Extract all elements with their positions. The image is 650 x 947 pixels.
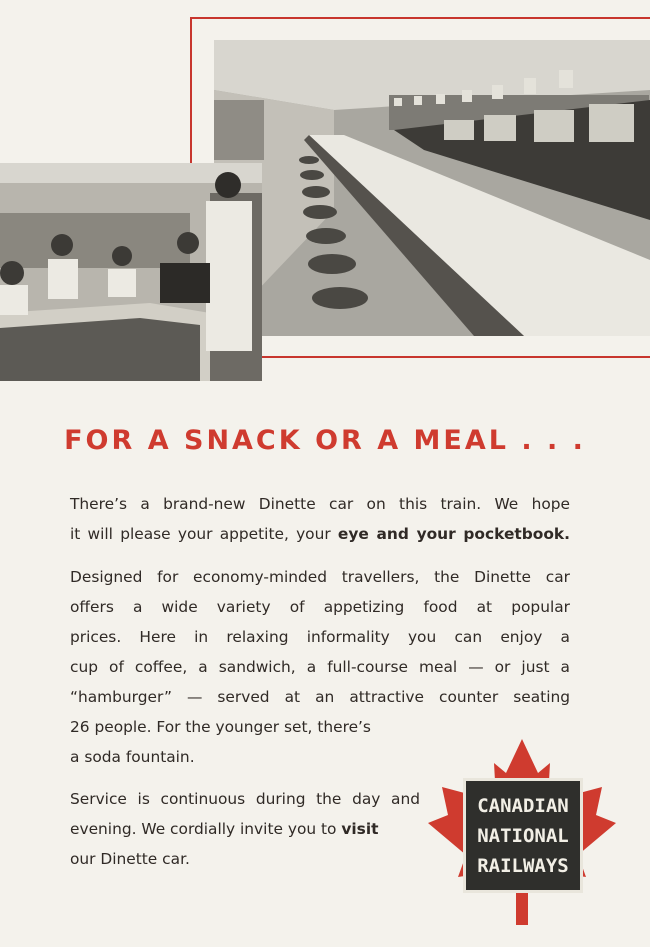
dinette-table-photo [0,163,262,381]
service-line-1: Service is continuous during the day and [70,790,420,808]
description-line-2: offers a wide variety of appetizing food at popular [70,598,570,616]
service-line-2 [70,814,420,844]
description-line-1: Designed for economy-minded travellers, the Dinette car [70,568,570,586]
description-line-5: “hamburger” — served at an attractive counter seating [70,688,570,706]
service-line-2-text: evening. We cordially invite you to [70,820,342,838]
logo-word-canadian: CANADIAN [477,794,569,817]
intro-line-2-bold: eye and your pocketbook. [337,525,570,543]
headline: FOR A SNACK OR A MEAL . . . [64,425,586,456]
intro-line-2 [70,519,570,549]
dinette-counter-photo [214,40,650,336]
intro-line-2-text: it will please your appetite, your [70,525,338,543]
description-line-3: prices. Here in relaxing informality you can enjoy a [70,628,570,646]
service-paragraph [70,784,420,874]
intro-line-1: There’s a brand-new Dinette car on this train. We hope [70,495,570,513]
logo-word-national: NATIONAL [477,824,569,847]
service-line-3: our Dinette car. [70,850,190,868]
cnr-logo-wordmark [463,778,583,893]
description-line-4: cup of coffee, a sandwich, a full-course meal — or just a [70,658,570,676]
description-line-7: a soda fountain. [70,748,195,766]
intro-paragraph [70,489,570,549]
logo-word-railways: RAILWAYS [477,854,569,877]
service-line-2-bold: visit [341,820,379,838]
description-line-6: 26 people. For the younger set, there’s [70,718,371,736]
